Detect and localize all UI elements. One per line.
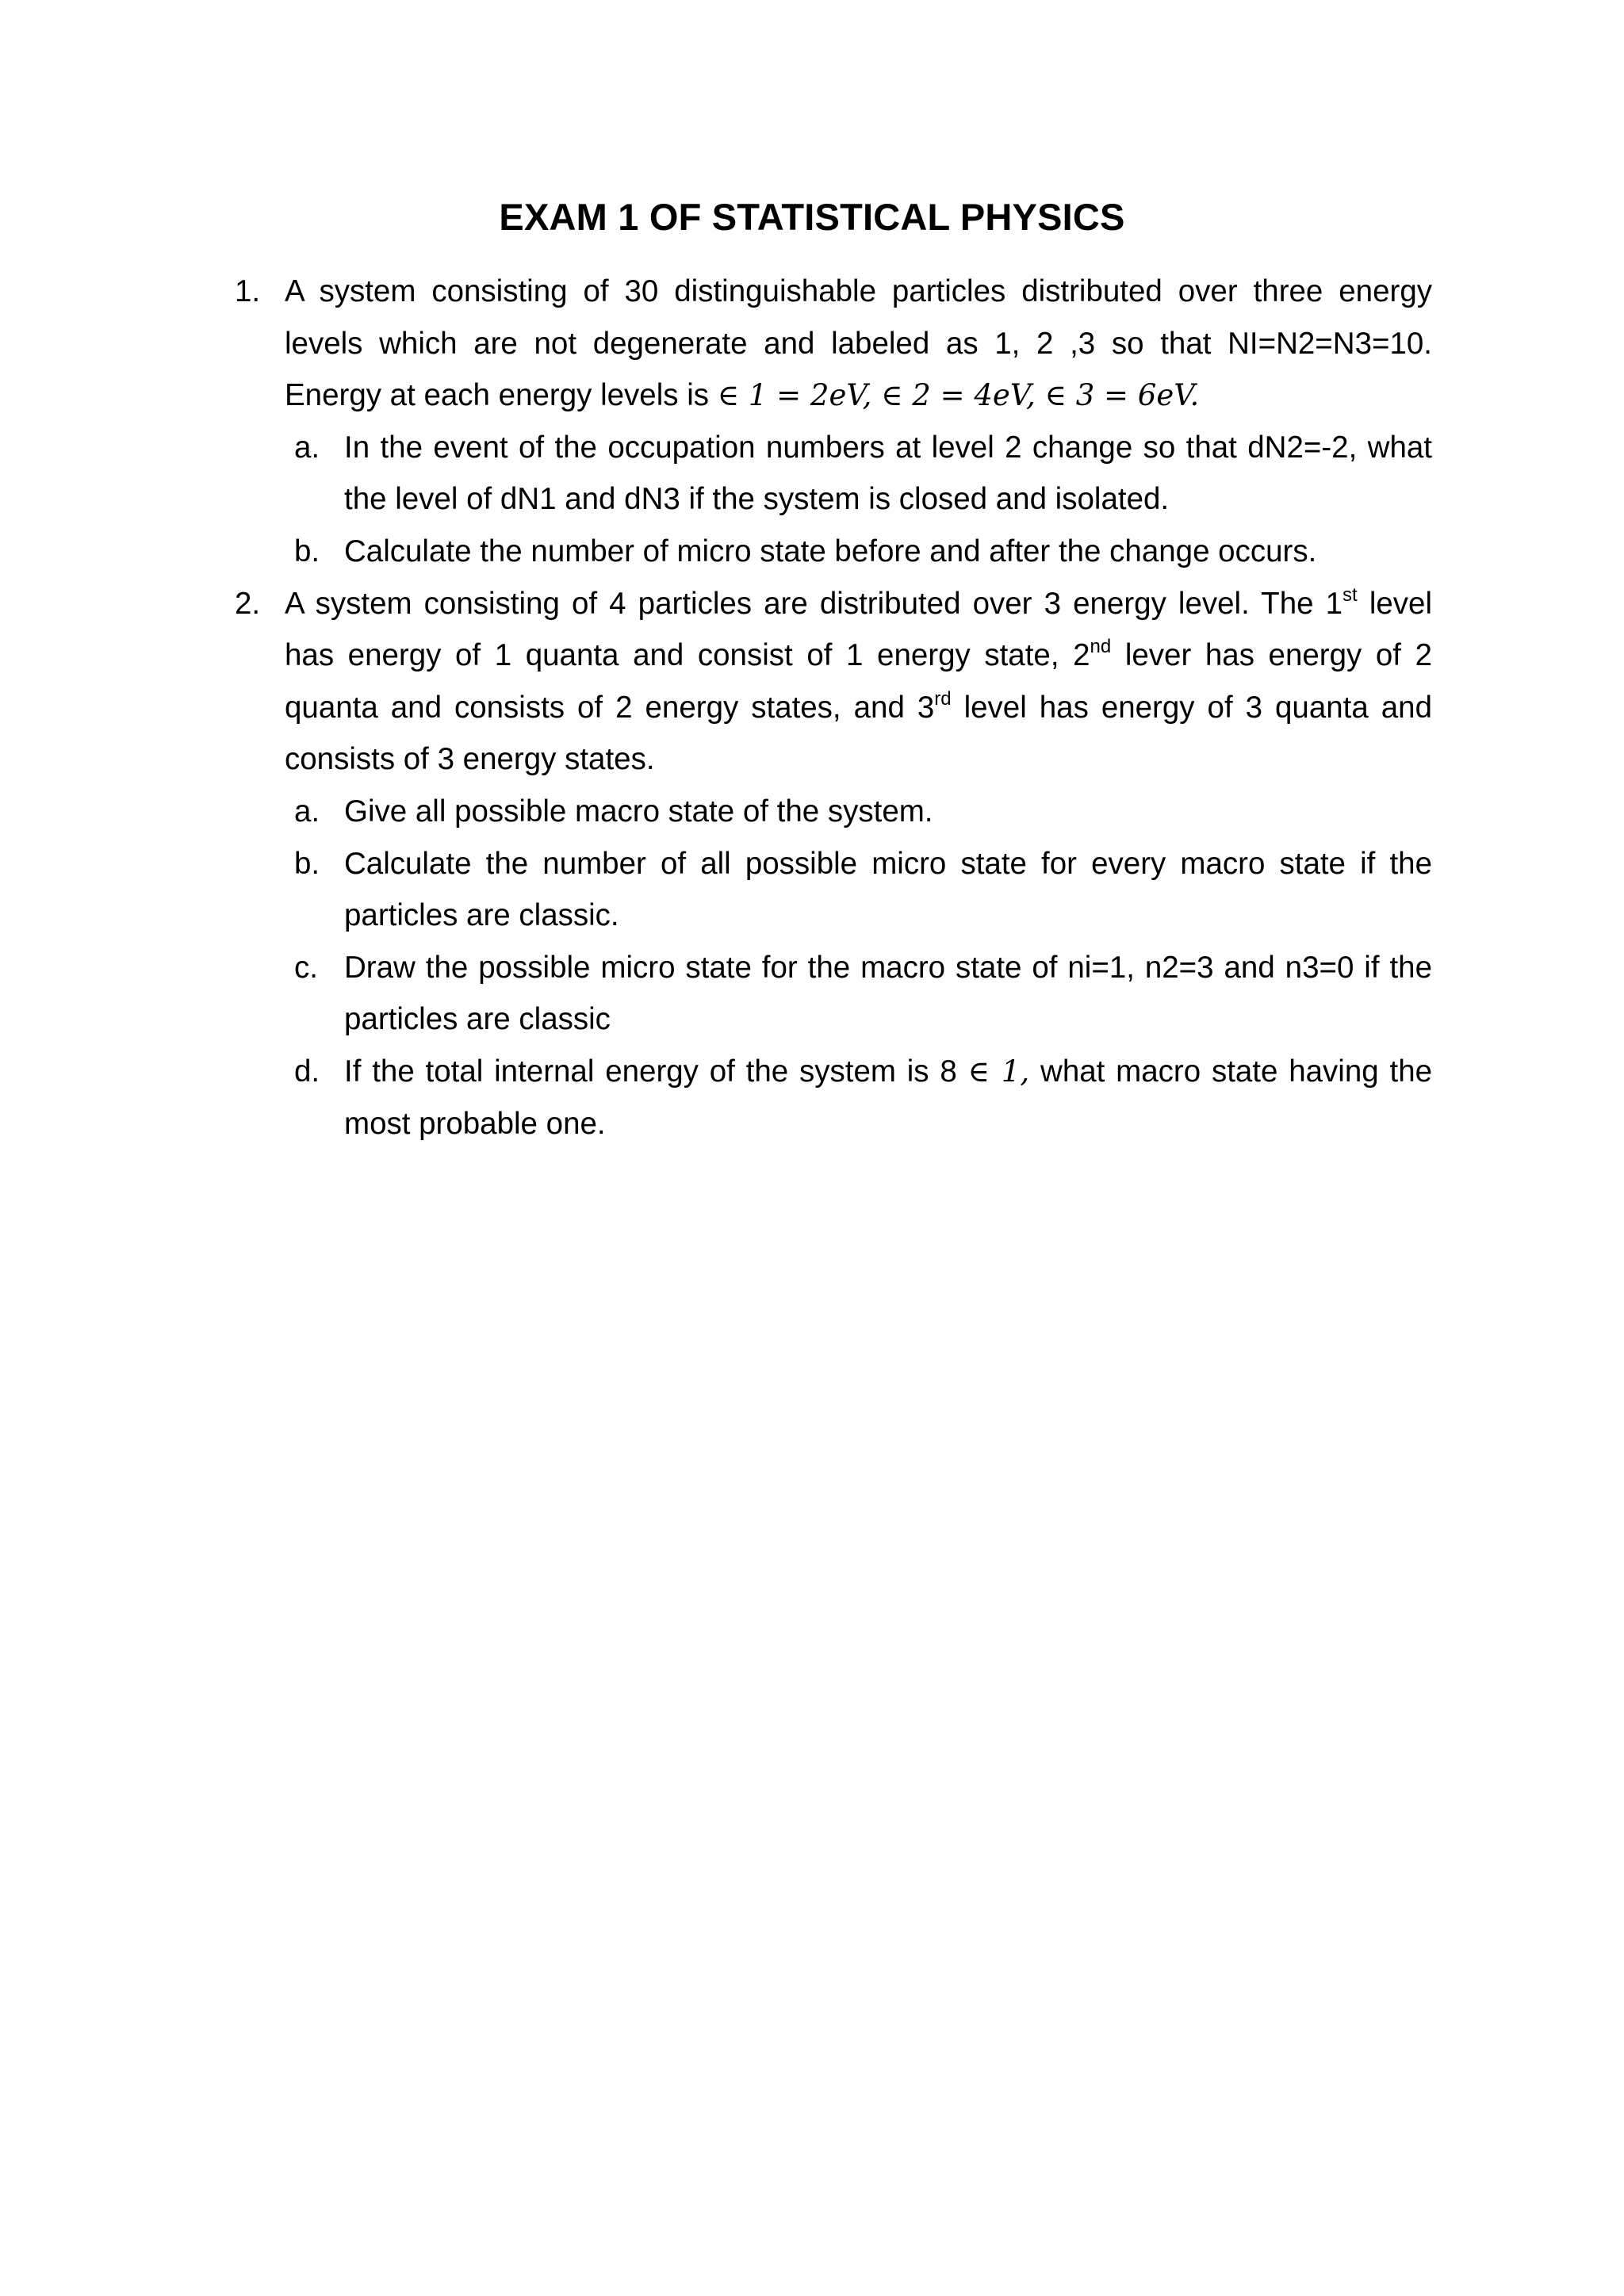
question-2-text-part3: lever has energy of 2 quanta and consists of 2 energy states, and 3 xyxy=(285,638,1432,725)
question-1-part-a xyxy=(235,422,1432,526)
energy-formula: ∈ 1 = 2eV, ∈ 2 = 4eV, ∈ 3 = 6eV. xyxy=(717,378,1200,413)
question-1-part-b xyxy=(235,526,1432,578)
part-letter: a. xyxy=(294,430,320,465)
question-2 xyxy=(235,578,1432,786)
question-2-part-b xyxy=(235,838,1432,942)
question-2-part-d xyxy=(235,1046,1432,1150)
part-letter: a. xyxy=(294,794,320,828)
ordinal-suffix: st xyxy=(1342,584,1358,606)
part-letter: d. xyxy=(294,1054,320,1089)
question-number: 2. xyxy=(235,586,261,621)
energy-unit-formula: ∈ 1, xyxy=(967,1054,1030,1089)
question-text xyxy=(285,266,1432,422)
part-text: Draw the possible micro state for the macro state of ni=1, n2=3 and n3=0 if the particles are classic xyxy=(344,950,1432,1037)
part-text xyxy=(344,1046,1432,1150)
question-number: 1. xyxy=(235,274,261,308)
question-text xyxy=(285,578,1432,786)
part-letter: c. xyxy=(294,950,318,985)
part-text: In the event of the occupation numbers at level 2 change so that dN2=-2, what the level of dN1 and dN3 if the system is closed and isolated. xyxy=(344,430,1432,517)
question-list xyxy=(235,266,1432,1150)
part-text: Calculate the number of micro state before and after the change occurs. xyxy=(344,534,1317,568)
page-title: EXAM 1 OF STATISTICAL PHYSICS xyxy=(499,196,1125,238)
question-2-part-a xyxy=(235,786,1432,838)
part-text: Calculate the number of all possible micro state for every macro state if the particles are classic. xyxy=(344,846,1432,933)
part-letter: b. xyxy=(294,846,320,881)
question-1-text: A system consisting of 30 distinguishable particles distributed over three energy levels which are not degenerate and labeled as 1, 2 ,3 so that NI=N2=N3=10. Energy at each energy levels is xyxy=(285,274,1432,413)
question-2-part-c xyxy=(235,942,1432,1046)
part-letter: b. xyxy=(294,534,320,568)
ordinal-suffix: nd xyxy=(1090,636,1112,658)
question-2-text-part2: level has energy of 1 quanta and consist of 1 energy state, 2 xyxy=(285,586,1432,673)
part-text: Give all possible macro state of the system. xyxy=(344,794,933,828)
part-d-text-part2: what macro state having the most probable one. xyxy=(344,1054,1433,1141)
ordinal-suffix: rd xyxy=(934,687,952,710)
part-d-text-part1: If the total internal energy of the system is 8 xyxy=(344,1054,957,1089)
question-2-text-part4: level has energy of 3 quanta and consists of 3 energy states. xyxy=(285,690,1432,777)
question-1 xyxy=(235,266,1432,422)
question-2-text-part1: A system consisting of 4 particles are distributed over 3 energy level. The 1 xyxy=(285,586,1343,621)
